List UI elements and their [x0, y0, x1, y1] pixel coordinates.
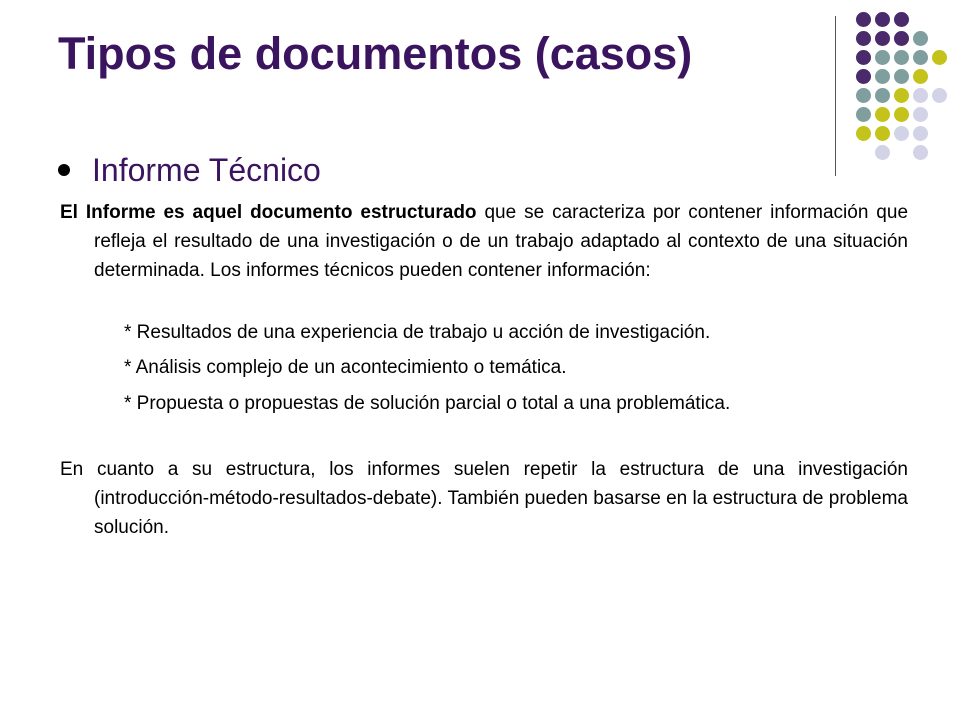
paragraph-intro-rest: que se caracteriza por contener información que refleja el resultado de una investigación o de un trabajo adaptado al contexto de una situación determinada. Los informes técnicos pueden contener información: [94, 202, 909, 281]
bullet-icon [58, 164, 70, 176]
decor-dot [875, 50, 890, 65]
decor-dot [913, 145, 928, 160]
decor-dot [856, 69, 871, 84]
slide-title: Tipos de documentos (casos) [58, 28, 693, 79]
decor-dot [894, 88, 909, 103]
decor-dot [875, 31, 890, 46]
decor-dot [875, 88, 890, 103]
decor-dot [875, 69, 890, 84]
list-item: * Resultados de una experiencia de trabajo u acción de investigación. [124, 322, 711, 343]
decor-dot [913, 107, 928, 122]
decor-dot [894, 12, 909, 27]
decor-dot [856, 88, 871, 103]
decor-dot [875, 107, 890, 122]
decor-dot [856, 31, 871, 46]
decor-dot [913, 69, 928, 84]
decor-dot [875, 145, 890, 160]
list-item: * Análisis complejo de un acontecimiento o temática. [124, 357, 567, 378]
decor-dot [894, 69, 909, 84]
decor-dot [894, 31, 909, 46]
decor-dot [875, 126, 890, 141]
decor-dot [856, 50, 871, 65]
decor-dot [913, 126, 928, 141]
decorative-dot-grid [846, 12, 946, 162]
decor-dot [856, 107, 871, 122]
paragraph-structure: En cuanto a su estructura, los informes suelen repetir la estructura de una investigación (introducción-método-resultados-debate). También pueden basarse en la estructura de problema solución. [60, 459, 908, 538]
bullet-item [58, 150, 321, 190]
divider-line [835, 16, 836, 176]
decor-dot [913, 31, 928, 46]
decor-dot [875, 12, 890, 27]
decor-dot [913, 88, 928, 103]
decor-dot [913, 50, 928, 65]
paragraph-intro-bold: El Informe es aquel documento estructurado [60, 202, 477, 223]
decor-dot [894, 50, 909, 65]
decor-dot [856, 12, 871, 27]
decor-dot [932, 50, 947, 65]
decor-dot [856, 126, 871, 141]
decor-dot [894, 107, 909, 122]
bullet-heading: Informe Técnico [92, 151, 321, 188]
list-item: * Propuesta o propuestas de solución parcial o total a una problemática. [124, 393, 731, 414]
paragraph-intro [60, 198, 908, 285]
decor-dot [932, 88, 947, 103]
decor-dot [894, 126, 909, 141]
